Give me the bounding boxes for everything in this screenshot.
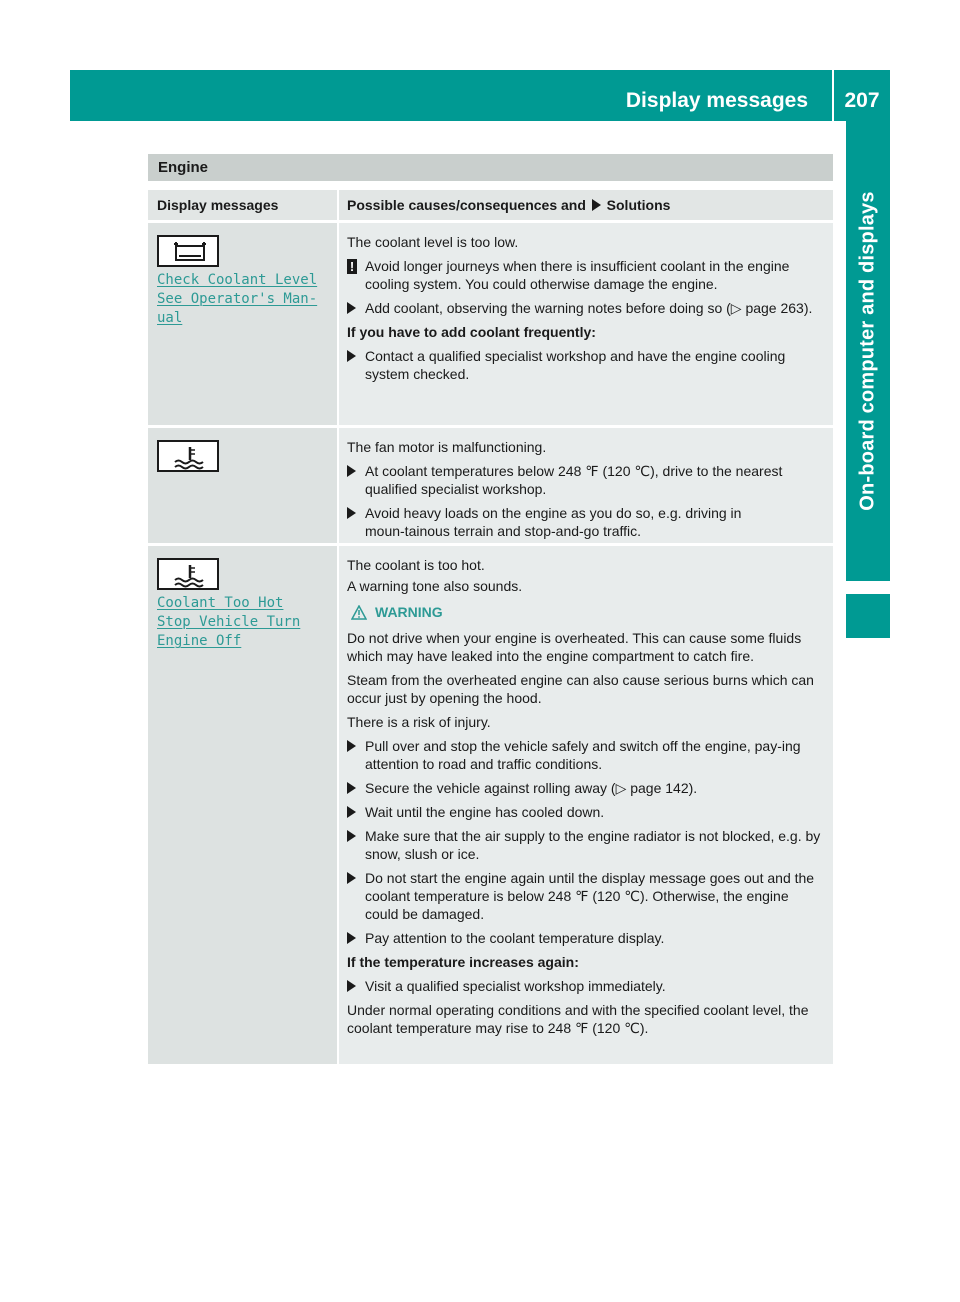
display-line: ual — [157, 310, 183, 326]
step-arrow-icon — [347, 302, 356, 314]
solutions-cell — [337, 428, 833, 543]
solution-step — [347, 977, 825, 995]
warning-text: Steam from the overheated engine can also cause serious burns which can occur just by opening the hood. — [347, 672, 814, 706]
subheading: If the temperature increases again: — [347, 954, 579, 970]
display-message-text — [157, 594, 328, 651]
exclamation-icon: ! — [347, 259, 357, 274]
notice-text: Avoid longer journeys when there is insufficient coolant in the engine cooling system. You could otherwise damage the engine. — [365, 258, 790, 292]
display-line: Check Coolant Level — [157, 272, 318, 288]
side-tab-label: On-board computer and displays — [856, 191, 879, 511]
page-number: 207 — [844, 89, 880, 112]
step-arrow-icon — [347, 806, 356, 818]
solution-step — [347, 929, 825, 947]
step-arrow-icon — [347, 782, 356, 794]
step-text: Avoid heavy loads on the engine as you do so, e.g. driving in moun‑tainous terrain and stop-and-go traffic. — [365, 505, 742, 539]
cause-text: The coolant is too hot. — [347, 557, 485, 573]
solution-step — [347, 504, 825, 540]
solution-step — [347, 803, 825, 821]
display-line: Engine Off — [157, 633, 242, 649]
warning-label: WARNING — [375, 604, 443, 620]
table-header — [148, 190, 833, 220]
column-header-solutions-text: Solutions — [606, 197, 671, 213]
display-message-cell — [148, 546, 337, 1064]
cause-text: The coolant level is too low. — [347, 234, 519, 250]
column-header-causes — [337, 190, 833, 220]
coolant-temperature-icon — [157, 440, 219, 472]
solution-step — [347, 779, 825, 797]
step-text: Make sure that the air supply to the engine radiator is not blocked, e.g. by snow, slush or ice. — [365, 828, 821, 862]
section-title: Engine — [158, 159, 209, 176]
table-row — [148, 425, 833, 543]
column-header-causes-text: Possible causes/consequences and — [347, 197, 586, 213]
solution-step — [347, 299, 825, 317]
display-line: Coolant Too Hot — [157, 595, 284, 611]
solution-step — [347, 737, 825, 773]
table-row — [148, 220, 833, 425]
step-arrow-icon — [347, 350, 356, 362]
side-square-marker — [846, 594, 890, 638]
display-messages-table — [148, 190, 833, 1064]
cause-text: A warning tone also sounds. — [347, 578, 523, 594]
subheading: If you have to add coolant frequently: — [347, 324, 596, 340]
display-message-cell — [148, 428, 337, 543]
step-arrow-icon — [347, 740, 356, 752]
step-arrow-icon — [347, 830, 356, 842]
step-text: Pull over and stop the vehicle safely and switch off the engine, pay‑ing attention to road and traffic conditions. — [365, 738, 801, 772]
step-text: Visit a qualified specialist workshop immediately. — [365, 978, 666, 994]
solutions-cell — [337, 546, 833, 1064]
step-text: Add coolant, observing the warning notes before doing so (▷ page 263). — [365, 300, 813, 316]
solution-step — [347, 827, 825, 863]
step-arrow-icon — [347, 872, 356, 884]
closing-text: Under normal operating conditions and with the specified coolant level, the coolant temperature may rise to 248 ℉ (120 ℃). — [347, 1002, 809, 1036]
column-header-display-messages: Display messages — [157, 197, 279, 213]
warning-triangle-icon — [351, 605, 367, 620]
display-line: Stop Vehicle Turn — [157, 614, 301, 630]
coolant-level-icon — [157, 235, 219, 267]
step-text: Contact a qualified specialist workshop and have the engine cooling system checked. — [365, 348, 786, 382]
cause-text: The fan motor is malfunctioning. — [347, 439, 547, 455]
coolant-temperature-icon — [157, 558, 219, 590]
step-arrow-icon — [347, 465, 356, 477]
warning-text: Do not drive when your engine is overheated. This can cause some fluids which may have leaked into the engine compartment to catch fire. — [347, 630, 802, 664]
table-row — [148, 543, 833, 1064]
solution-step — [347, 347, 825, 383]
step-text: Secure the vehicle against rolling away (▷ page 142). — [365, 780, 698, 796]
solution-step — [347, 869, 825, 923]
warning-text: There is a risk of injury. — [347, 714, 491, 730]
step-text: Wait until the engine has cooled down. — [365, 804, 605, 820]
step-text: Pay attention to the coolant temperature display. — [365, 930, 665, 946]
display-message-cell — [148, 223, 337, 425]
step-arrow-icon — [347, 507, 356, 519]
header-bar — [70, 70, 890, 121]
warning-heading — [351, 603, 825, 621]
step-text: Do not start the engine again until the display message goes out and the coolant temperature is below 248 ℉ (120 ℃). Otherwise, the engine could be damaged. — [365, 870, 815, 922]
solution-step — [347, 462, 825, 498]
arrow-icon — [592, 199, 601, 211]
step-text: At coolant temperatures below 248 ℉ (120 ℃), drive to the nearest qualified specialist workshop. — [365, 463, 783, 497]
header-title: Display messages — [625, 89, 808, 112]
side-tab-text — [846, 121, 890, 581]
display-line: See Operator's Man‑ — [157, 291, 318, 307]
step-arrow-icon — [347, 980, 356, 992]
step-arrow-icon — [347, 932, 356, 944]
display-message-text — [157, 271, 328, 328]
notice — [347, 257, 825, 293]
solutions-cell — [337, 223, 833, 425]
section-bar — [148, 154, 833, 181]
